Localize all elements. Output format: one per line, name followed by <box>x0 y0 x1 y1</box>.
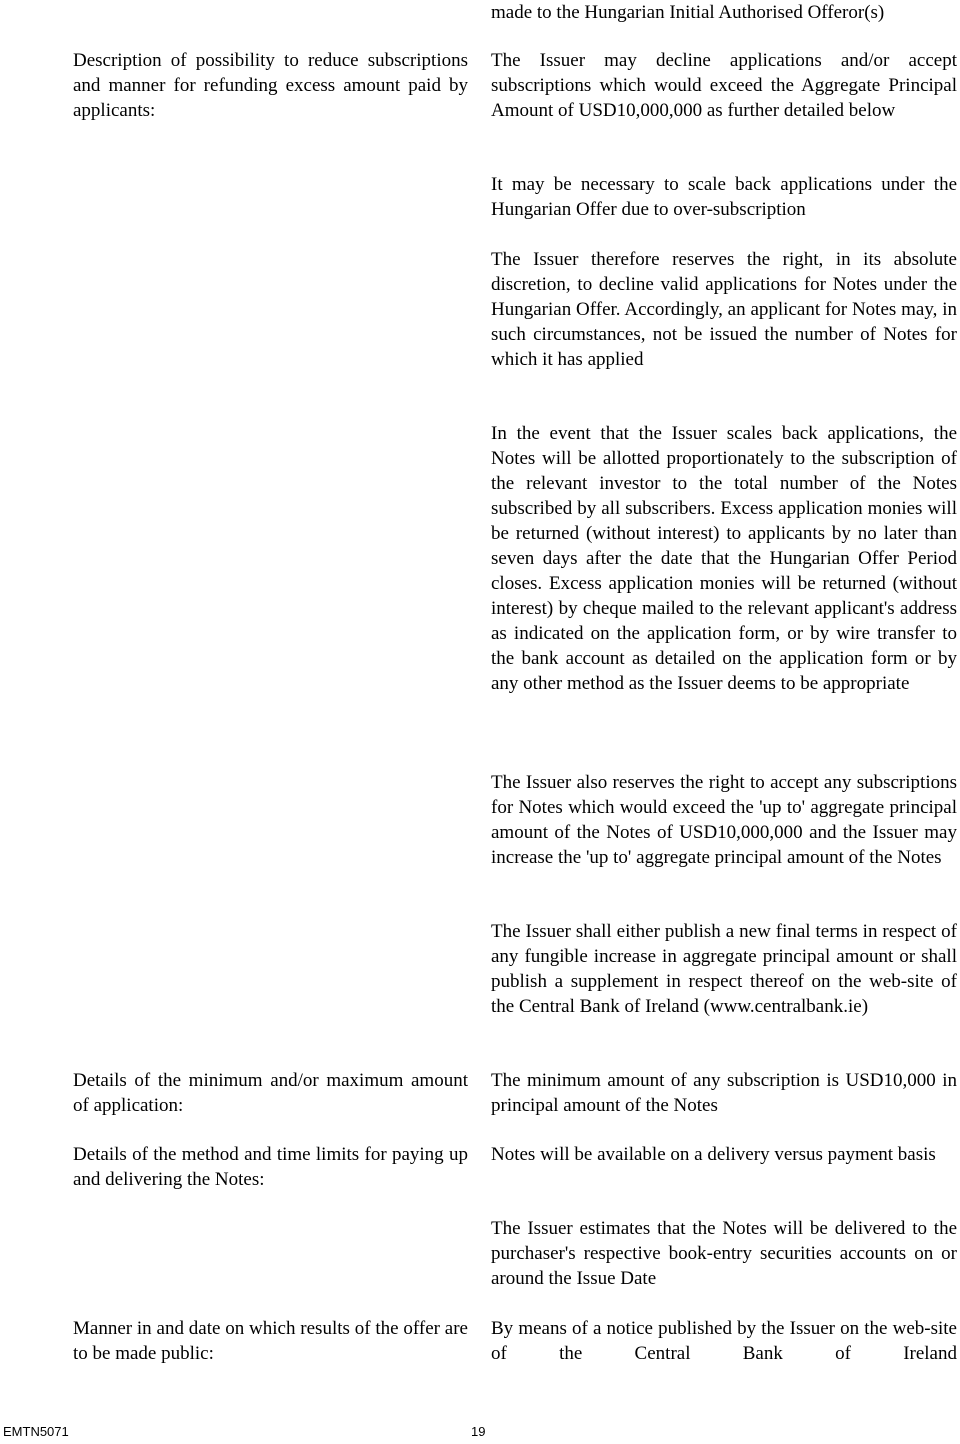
row-value-paragraph: The Issuer shall either publish a new final terms in respect of any fungible increase in aggregate principal amount or shall publish a supplement in respect thereof on the web-site of the Central Bank of Ireland (www.centralbank.ie) <box>491 921 957 1017</box>
row-value-paragraph: Notes will be available on a delivery versus payment basis <box>491 1144 936 1165</box>
row-label-payment-delivery: Details of the method and time limits for paying up and delivering the Notes: <box>73 1144 468 1190</box>
row-value-paragraph: The minimum amount of any subscription is USD10,000 in principal amount of the Notes <box>491 1070 957 1116</box>
footer-page-number: 19 <box>471 1424 486 1439</box>
row-value-paragraph: It may be necessary to scale back applications under the Hungarian Offer due to over-subscription <box>491 174 957 220</box>
row-label-results-public: Manner in and date on which results of the offer are to be made public: <box>73 1318 468 1364</box>
row-label-min-max-application: Details of the minimum and/or maximum amount of application: <box>73 1070 468 1116</box>
row-value-paragraph: The Issuer therefore reserves the right, in its absolute discretion, to decline valid applications for Notes under the Hungarian Offer. Accordingly, an applicant for Notes may, in such circumstances, not be issued the number of Notes for which it has applied <box>491 249 957 370</box>
row-label-reduce-subscriptions: Description of possibility to reduce subscriptions and manner for refunding excess amount paid by applicants: <box>73 50 468 121</box>
row-value-paragraph: The Issuer also reserves the right to accept any subscriptions for Notes which would exceed the 'up to' aggregate principal amount of the Notes of USD10,000,000 and the Issuer may increase the 'up to' aggregate principal amount of the Notes <box>491 772 957 868</box>
row-value-paragraph: In the event that the Issuer scales back applications, the Notes will be allotted proportionately to the subscription of the relevant investor to the total number of the Notes subscribed by all subscribers. Excess application monies will be returned (without interest) to applicants by no later than seven days after the date that the Hungarian Offer Period closes. Excess application monies will be returned (without interest) by cheque mailed to the relevant applicant's address as indicated on the application form, or by wire transfer to the bank account as detailed on the application form or by any other method as the Issuer deems to be appropriate <box>491 423 957 694</box>
footer-document-id: EMTN5071 <box>3 1424 69 1439</box>
row-value-paragraph: The Issuer may decline applications and/or accept subscriptions which would exceed the Aggregate Principal Amount of USD10,000,000 as further detailed below <box>491 50 957 121</box>
row-value-paragraph: By means of a notice published by the Issuer on the web-site of the Central Bank of Ireland <box>491 1318 957 1364</box>
row-value-paragraph: The Issuer estimates that the Notes will be delivered to the purchaser's respective book-entry securities accounts on or around the Issue Date <box>491 1218 957 1289</box>
continued-text: made to the Hungarian Initial Authorised Offeror(s) <box>491 2 885 23</box>
